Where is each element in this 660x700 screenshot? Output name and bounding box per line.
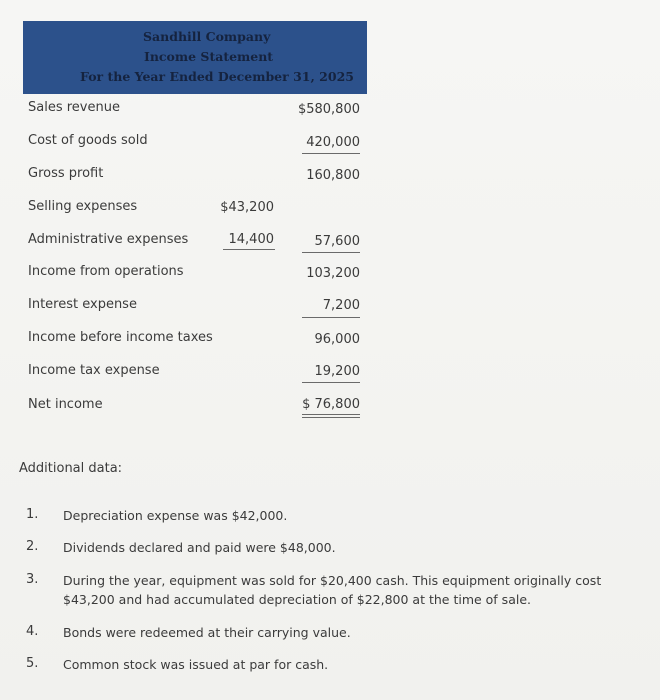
row-label-administrative-expenses: Administrative expenses — [28, 232, 189, 247]
underline — [302, 317, 360, 318]
row-label-net-income: Net income — [28, 397, 103, 412]
additional-data-title: Additional data: — [19, 461, 123, 476]
item-number: 5. — [26, 656, 39, 671]
row-value-selling-expenses: $43,200 — [220, 200, 274, 215]
item-number: 1. — [26, 507, 39, 522]
item-number: 3. — [26, 572, 39, 587]
item-text: During the year, equipment was sold for $20,400 cash. This equipment originally cost $43,200 and had accumulated depreciation of $22,800 at the time of sale. — [63, 573, 602, 607]
row-value-income-from-operations: 103,200 — [306, 266, 360, 281]
statement-title: Income Statement — [144, 49, 274, 64]
underline — [302, 153, 360, 154]
double-underline-top — [302, 414, 360, 415]
row-label-interest-expense: Interest expense — [28, 297, 137, 312]
underline — [223, 249, 275, 250]
row-value-sales-revenue: $580,800 — [297, 102, 360, 117]
item-text: Common stock was issued at par for cash. — [63, 657, 329, 672]
row-value-administrative-expenses: 14,400 — [228, 232, 274, 247]
row-value-net-income: $ 76,800 — [302, 397, 360, 412]
row-label-income-tax-expense: Income tax expense — [28, 363, 160, 378]
statement-period: For the Year Ended December 31, 2025 — [80, 69, 354, 84]
item-text: Dividends declared and paid were $48,000. — [63, 540, 336, 555]
row-value-cost-of-goods-sold: 420,000 — [306, 135, 360, 150]
row-label-cost-of-goods-sold: Cost of goods sold — [28, 133, 148, 148]
item-text: Bonds were redeemed at their carrying value. — [63, 625, 351, 640]
row-label-gross-profit: Gross profit — [28, 166, 104, 181]
row-value-income-tax-expense: 19,200 — [314, 364, 360, 379]
row-value-income-before-taxes: 96,000 — [314, 332, 360, 347]
item-text: Depreciation expense was $42,000. — [63, 508, 288, 523]
double-underline-bottom — [302, 417, 360, 418]
company-name: Sandhill Company — [143, 29, 271, 44]
row-label-sales-revenue: Sales revenue — [28, 100, 120, 115]
row-value-interest-expense: 7,200 — [322, 298, 360, 313]
row-value-gross-profit: 160,800 — [306, 168, 360, 183]
row-label-income-before-taxes: Income before income taxes — [28, 330, 213, 345]
statement-header — [23, 21, 367, 94]
row-total-operating-expenses: 57,600 — [314, 234, 360, 249]
row-label-selling-expenses: Selling expenses — [28, 199, 138, 214]
underline — [302, 252, 360, 253]
underline — [302, 382, 360, 383]
item-number: 4. — [26, 624, 39, 639]
row-label-income-from-operations: Income from operations — [28, 264, 184, 279]
item-number: 2. — [26, 539, 39, 554]
